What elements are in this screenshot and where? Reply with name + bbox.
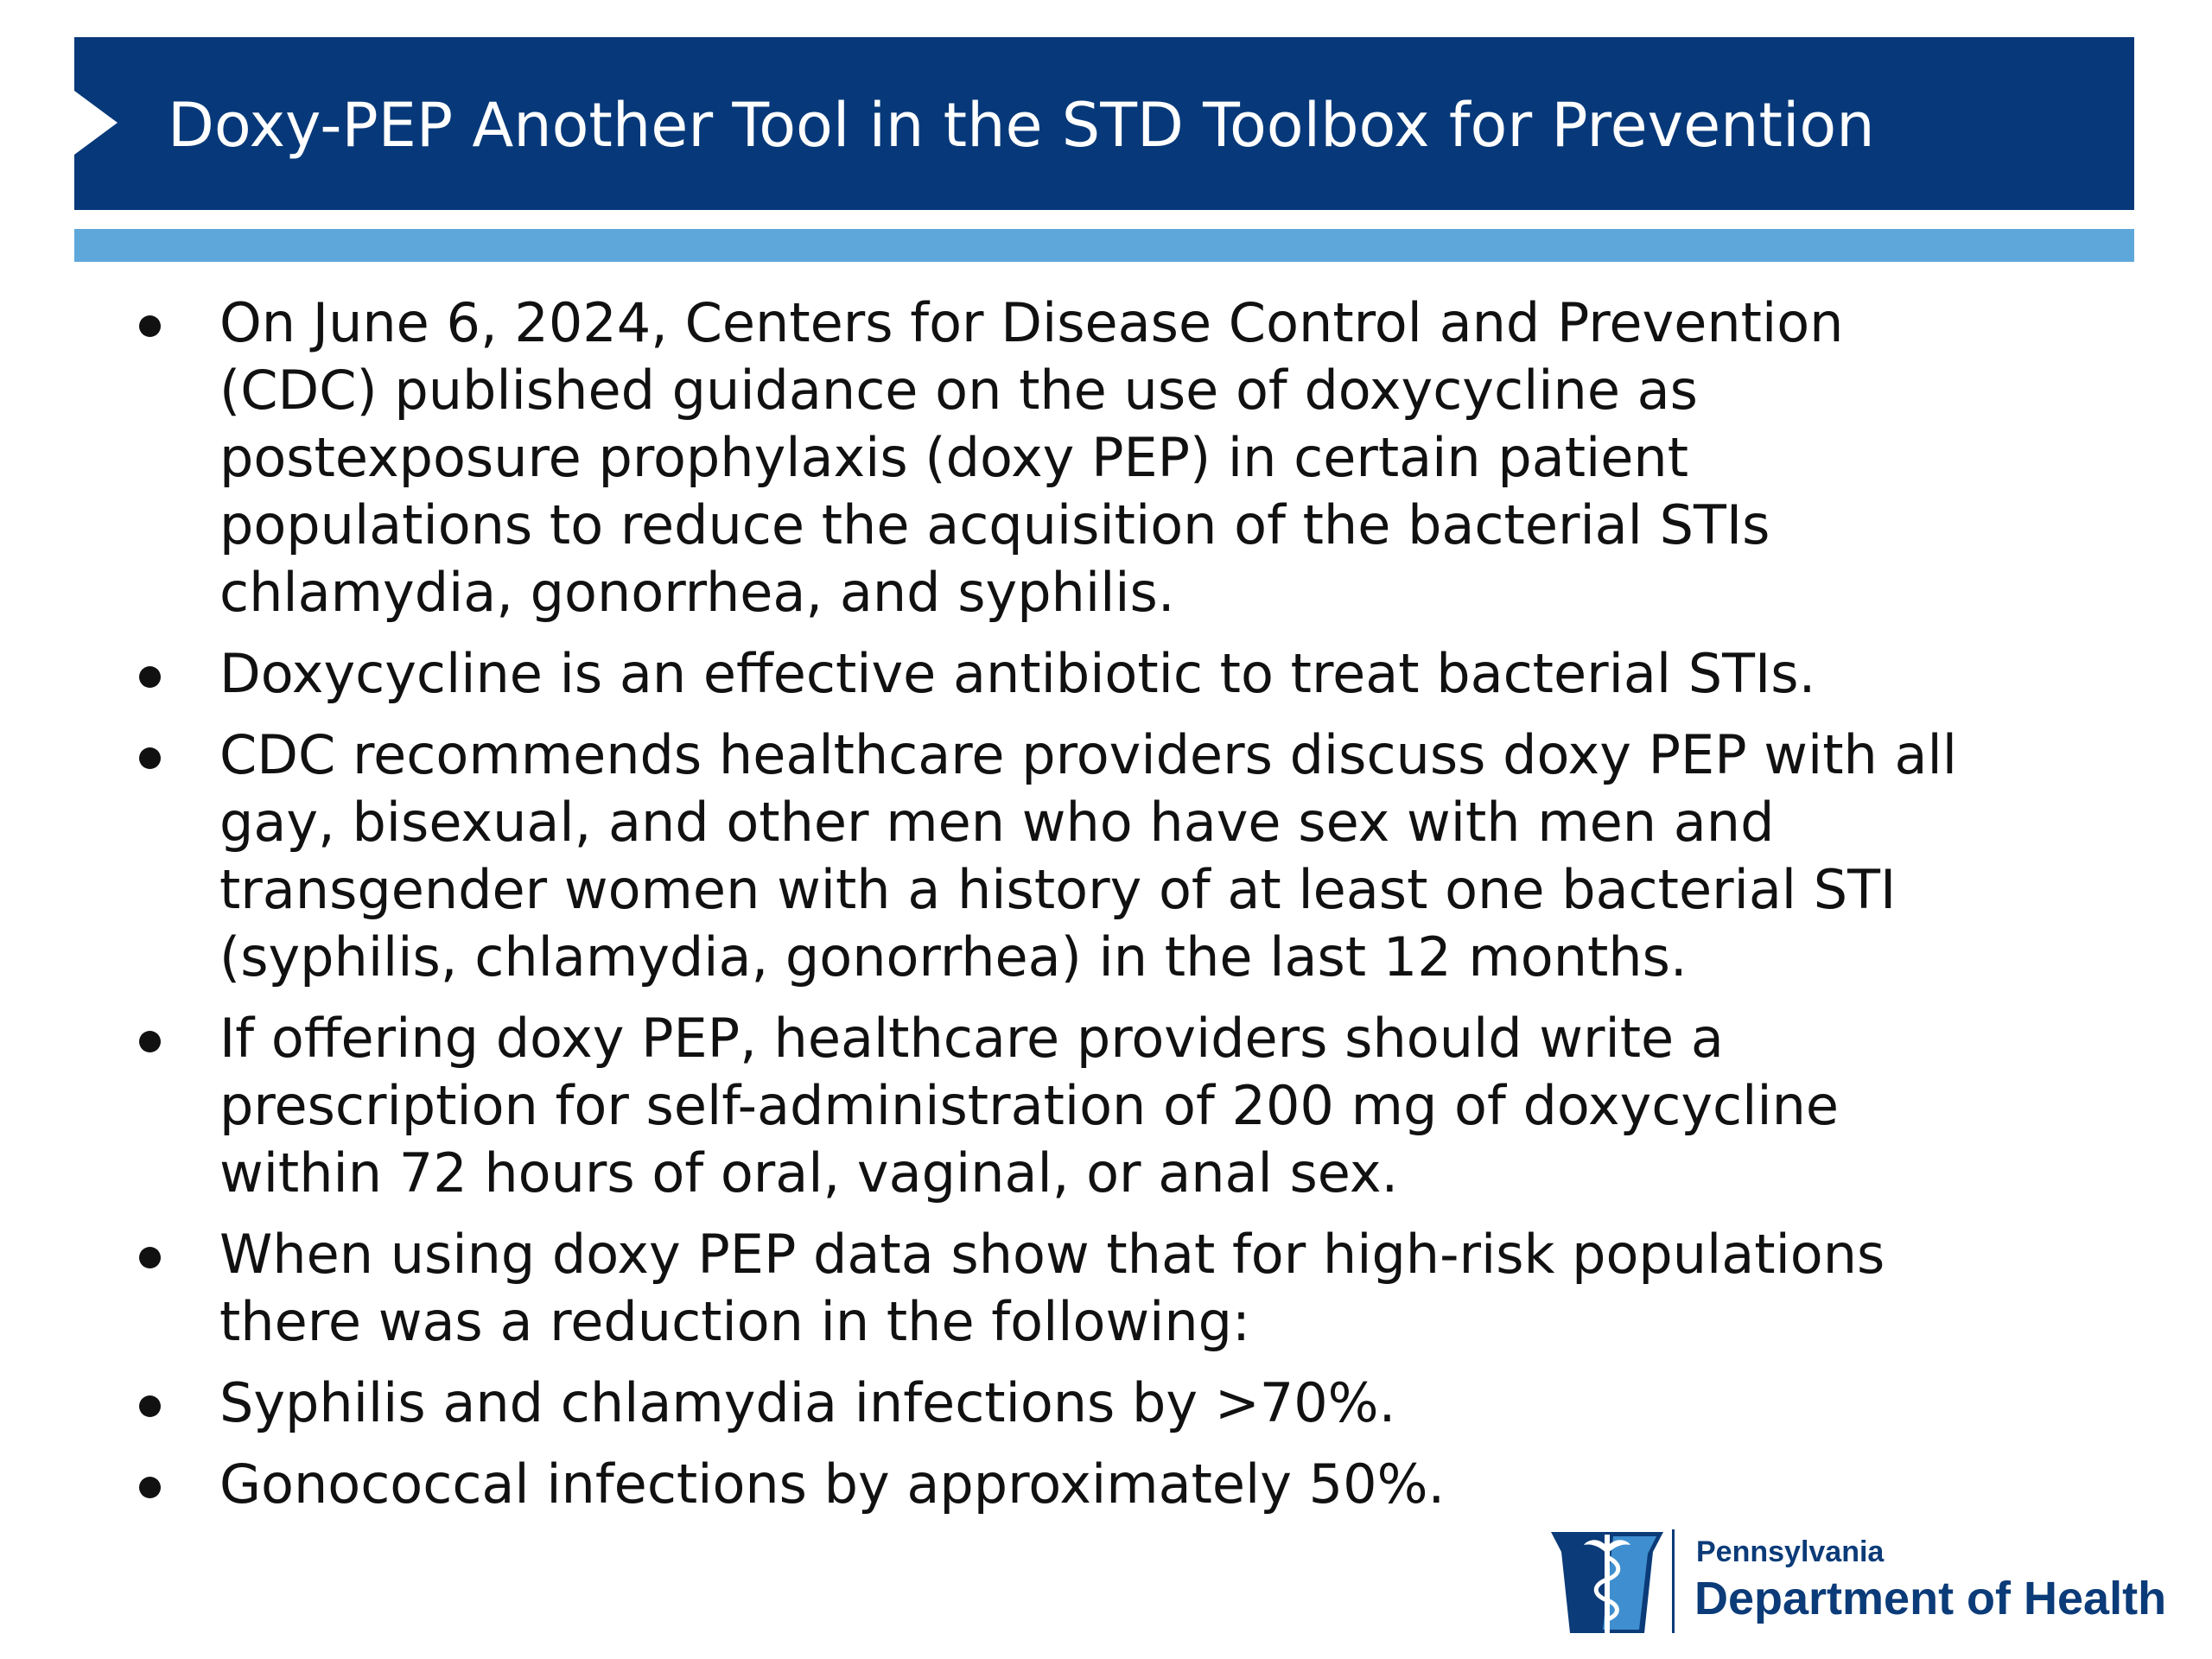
bullet-line: (CDC) published guidance on the use of doxycycline as bbox=[219, 359, 1698, 422]
bullet-item bbox=[130, 1005, 2117, 1207]
bullet-line: (syphilis, chlamydia, gonorrhea) in the last 12 months. bbox=[219, 925, 1688, 988]
bullet-item bbox=[130, 1451, 2117, 1518]
bullet-line: CDC recommends healthcare providers discuss doxy PEP with all bbox=[219, 723, 1957, 786]
bullet-line: postexposure prophylaxis (doxy PEP) in certain patient bbox=[219, 426, 1689, 489]
bullet-line: chlamydia, gonorrhea, and syphilis. bbox=[219, 561, 1175, 624]
bullet-line: gay, bisexual, and other men who have sex with men and bbox=[219, 791, 1775, 854]
bullet-line: Syphilis and chlamydia infections by >70%. bbox=[219, 1371, 1396, 1434]
logo-department-name: Department of Health bbox=[1694, 1573, 2167, 1624]
bullet-list bbox=[130, 289, 2117, 1532]
bullet-item bbox=[130, 640, 2117, 708]
bullet-line: On June 6, 2024, Centers for Disease Control and Prevention bbox=[219, 291, 1844, 354]
keystone-caduceus-icon bbox=[1551, 1528, 1663, 1636]
accent-stripe bbox=[74, 229, 2134, 262]
bullet-line: within 72 hours of oral, vaginal, or anal sex. bbox=[219, 1141, 1399, 1205]
title-bar bbox=[74, 37, 2134, 210]
bullet-dot-icon bbox=[139, 1031, 161, 1052]
bullet-dot-icon bbox=[139, 315, 161, 337]
logo-state-name: Pennsylvania bbox=[1696, 1535, 1885, 1568]
bullet-dot-icon bbox=[139, 1395, 161, 1417]
chevron-right-icon bbox=[74, 91, 118, 155]
bullet-line: populations to reduce the acquisition of the bacterial STIs bbox=[219, 493, 1770, 556]
bullet-dot-icon bbox=[139, 666, 161, 688]
bullet-dot-icon bbox=[139, 747, 161, 769]
pa-health-logo bbox=[1551, 1528, 2167, 1636]
bullet-item bbox=[130, 1221, 2117, 1356]
bullet-item bbox=[130, 1370, 2117, 1437]
bullet-line: transgender women with a history of at least one bacterial STI bbox=[219, 858, 1897, 921]
bullet-item bbox=[130, 721, 2117, 991]
bullet-line: Gonococcal infections by approximately 50%. bbox=[219, 1452, 1446, 1516]
bullet-dot-icon bbox=[139, 1477, 161, 1498]
bullet-line: When using doxy PEP data show that for high-risk populations bbox=[219, 1223, 1885, 1286]
logo-divider bbox=[1672, 1529, 1675, 1633]
bullet-line: If offering doxy PEP, healthcare providers should write a bbox=[219, 1007, 1724, 1070]
bullet-line: prescription for self-administration of 200 mg of doxycycline bbox=[219, 1074, 1840, 1137]
bullet-dot-icon bbox=[139, 1247, 161, 1268]
slide-title: Doxy-PEP Another Tool in the STD Toolbox for Prevention bbox=[168, 90, 1875, 161]
bullet-item bbox=[130, 289, 2117, 626]
bullet-line: Doxycycline is an effective antibiotic to treat bacterial STIs. bbox=[219, 642, 1816, 705]
bullet-line: there was a reduction in the following: bbox=[219, 1290, 1250, 1353]
